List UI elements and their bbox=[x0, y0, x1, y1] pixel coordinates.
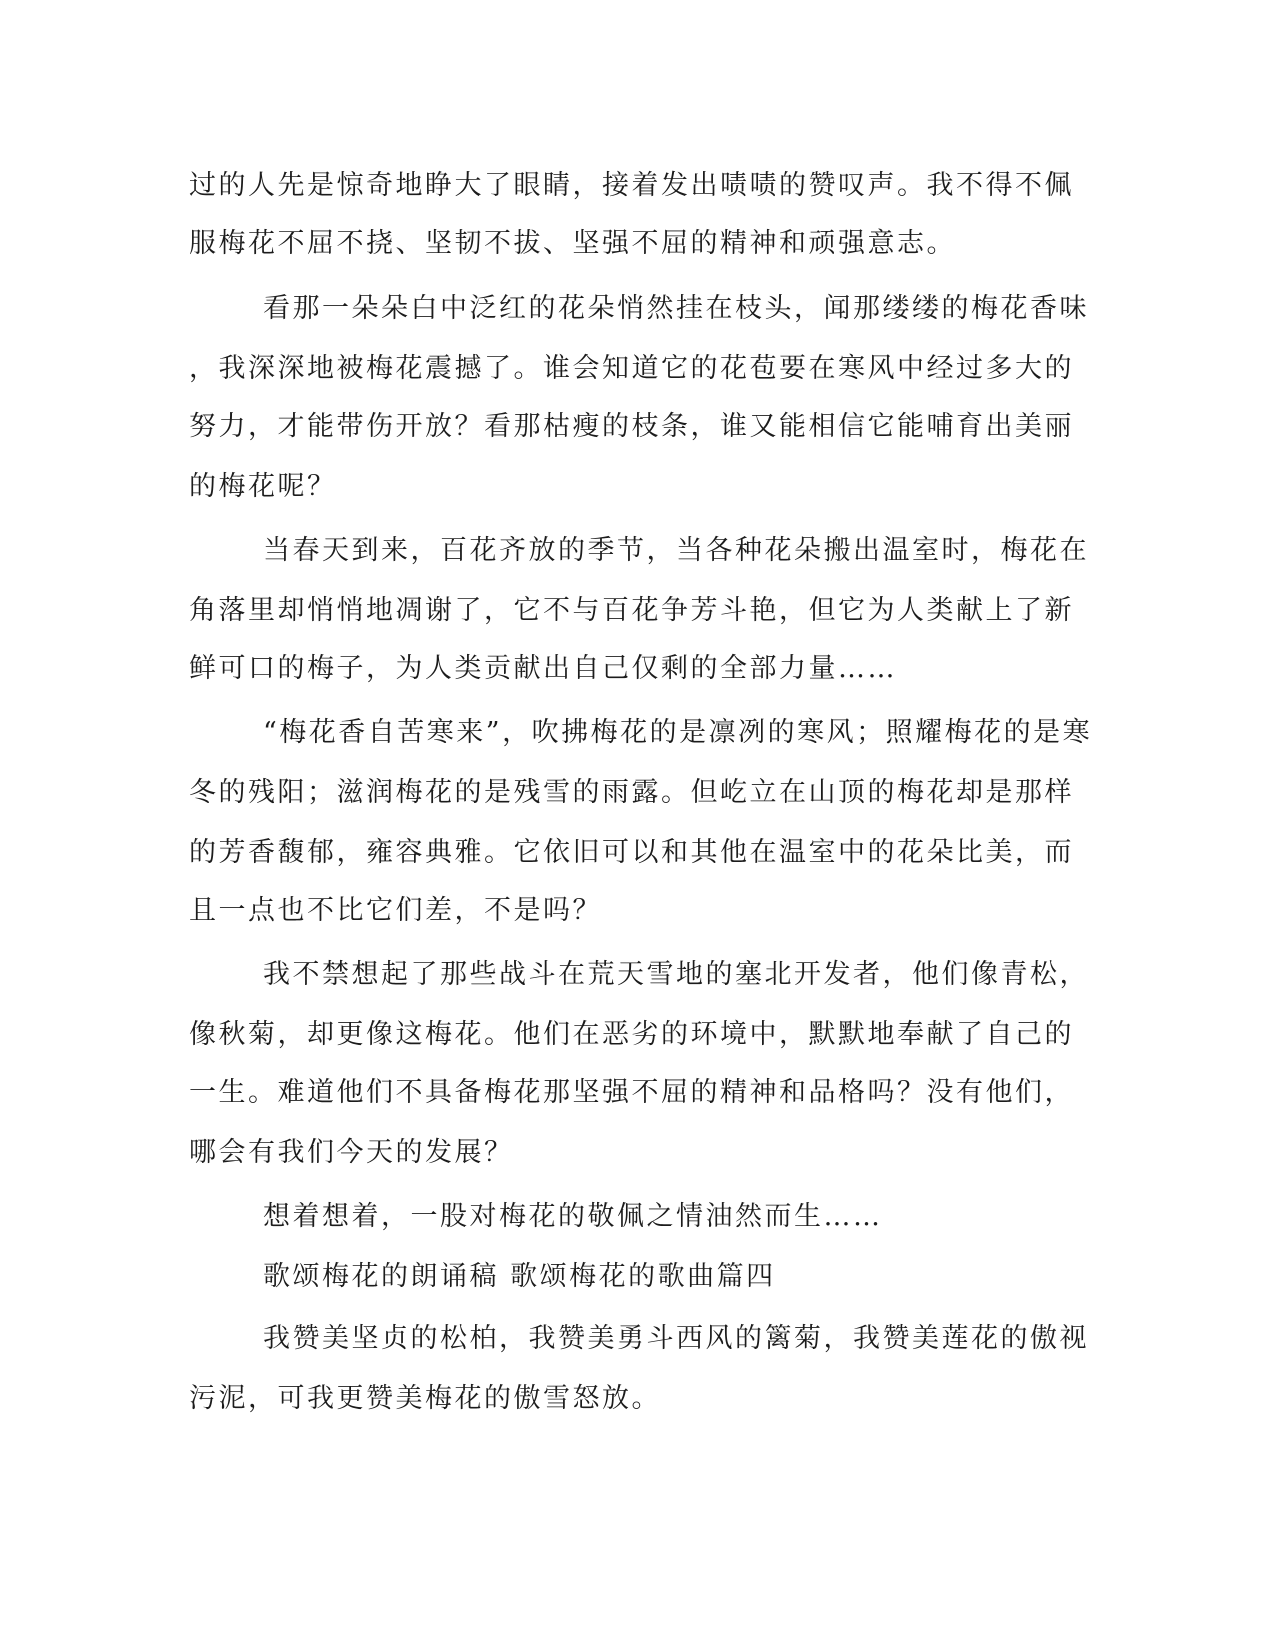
text-line: 冬的残阳；滋润梅花的是残雪的雨露。但屹立在山顶的梅花却是那样 bbox=[189, 777, 1074, 808]
section-heading: 歌颂梅花的朗诵稿 歌颂梅花的歌曲篇四 bbox=[263, 1261, 776, 1292]
text-line: 看那一朵朵白中泛红的花朵悄然挂在枝头，闻那缕缕的梅花香味 bbox=[263, 293, 1089, 324]
text-line: 且一点也不比它们差，不是吗？ bbox=[189, 895, 602, 926]
text-line: 像秋菊，却更像这梅花。他们在恶劣的环境中，默默地奉献了自己的 bbox=[189, 1019, 1074, 1050]
text-line: 角落里却悄悄地凋谢了，它不与百花争芳斗艳，但它为人类献上了新 bbox=[189, 595, 1074, 626]
text-line: 污泥，可我更赞美梅花的傲雪怒放。 bbox=[189, 1383, 661, 1414]
text-line: ，我深深地被梅花震撼了。谁会知道它的花苞要在寒风中经过多大的 bbox=[189, 353, 1074, 384]
text-line: 努力，才能带伤开放？看那枯瘦的枝条，谁又能相信它能哺育出美丽 bbox=[189, 411, 1074, 442]
text-line: 想着想着，一股对梅花的敬佩之情油然而生…… bbox=[263, 1201, 883, 1232]
text-line: 过的人先是惊奇地睁大了眼睛，接着发出啧啧的赞叹声。我不得不佩 bbox=[189, 170, 1074, 201]
text-line: 当春天到来，百花齐放的季节，当各种花朵搬出温室时，梅花在 bbox=[263, 535, 1089, 566]
text-line: 的梅花呢？ bbox=[189, 471, 337, 502]
text-line: 我不禁想起了那些战斗在荒天雪地的塞北开发者，他们像青松， bbox=[263, 959, 1089, 990]
text-line: 哪会有我们今天的发展？ bbox=[189, 1137, 514, 1168]
text-line: 我赞美坚贞的松柏，我赞美勇斗西风的篱菊，我赞美莲花的傲视 bbox=[263, 1323, 1089, 1354]
text-line: 鲜可口的梅子，为人类贡献出自己仅剩的全部力量…… bbox=[189, 653, 897, 684]
text-line: “梅花香自苦寒来”，吹拂梅花的是凛冽的寒风；照耀梅花的是寒 bbox=[263, 717, 1093, 748]
text-line: 一生。难道他们不具备梅花那坚强不屈的精神和品格吗？没有他们， bbox=[189, 1077, 1074, 1108]
text-line: 的芳香馥郁，雍容典雅。它依旧可以和其他在温室中的花朵比美，而 bbox=[189, 837, 1074, 868]
text-line: 服梅花不屈不挠、坚韧不拔、坚强不屈的精神和顽强意志。 bbox=[189, 228, 956, 259]
